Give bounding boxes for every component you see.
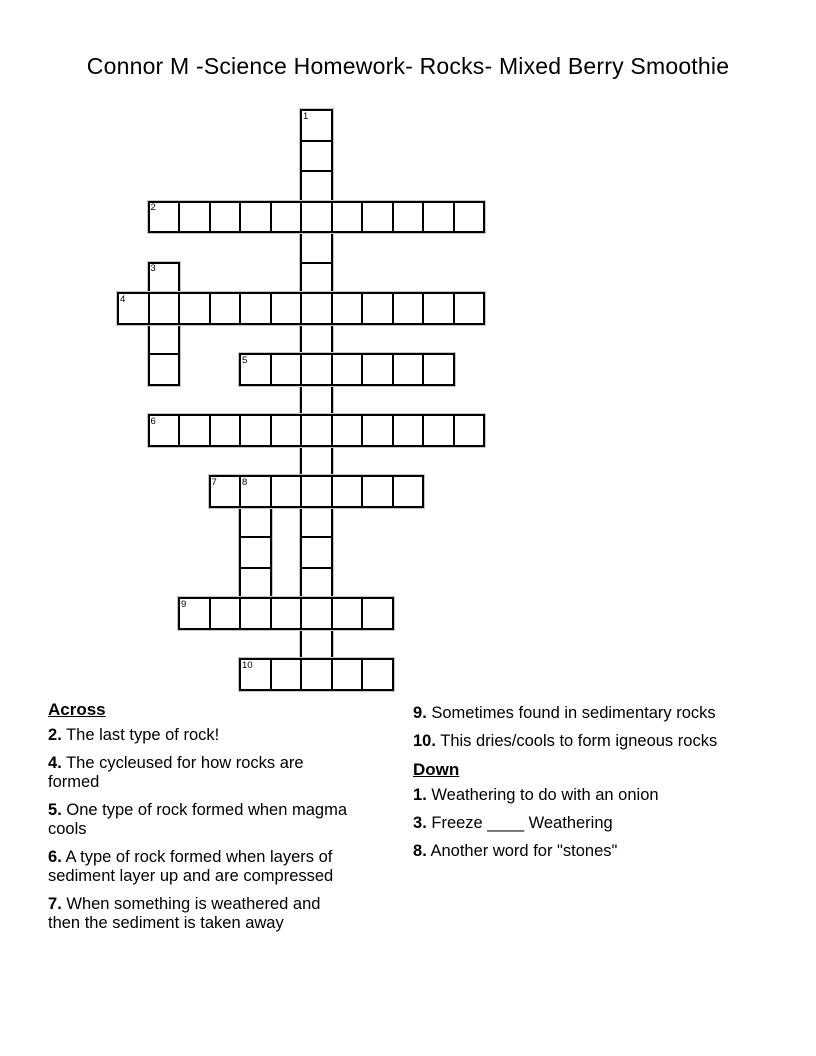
grid-cell bbox=[300, 475, 333, 508]
grid-cell bbox=[300, 445, 333, 478]
grid-number-label: 9 bbox=[181, 598, 187, 610]
grid-cell bbox=[239, 414, 272, 447]
grid-cell bbox=[361, 292, 394, 325]
grid-cell bbox=[361, 353, 394, 386]
grid-cell bbox=[239, 597, 272, 630]
grid-cell bbox=[300, 658, 333, 691]
clue-number: 4 . bbox=[48, 754, 62, 772]
worksheet-title: Connor M -Science Homework- Rocks- Mixed Berry Smoothie bbox=[86, 53, 730, 79]
clues-column-right bbox=[413, 704, 761, 870]
grid-cell bbox=[361, 475, 394, 508]
grid-number-label: 7 bbox=[211, 476, 217, 488]
clue-3 bbox=[413, 814, 761, 833]
grid-cell bbox=[270, 414, 303, 447]
clue-text: Sometimes found in sedimentary rocks bbox=[431, 704, 716, 722]
grid-cell bbox=[300, 506, 333, 539]
grid-cell bbox=[331, 597, 364, 630]
grid-cell bbox=[270, 292, 303, 325]
grid-cell bbox=[392, 292, 425, 325]
grid-cell bbox=[422, 201, 455, 234]
grid-cell bbox=[209, 414, 242, 447]
grid-cell bbox=[361, 201, 394, 234]
word-9-across bbox=[178, 597, 394, 630]
grid-cell bbox=[392, 353, 425, 386]
grid-cell bbox=[300, 384, 333, 417]
grid-cell bbox=[270, 658, 303, 691]
word-7-across bbox=[209, 475, 425, 508]
word-10-across bbox=[239, 658, 394, 691]
grid-cell bbox=[422, 353, 455, 386]
clue-text: When something is weathered and then the sediment is taken away bbox=[48, 895, 321, 932]
grid-number-label: 3 bbox=[150, 263, 156, 274]
grid-cell bbox=[300, 262, 333, 295]
grid-cell bbox=[300, 414, 333, 447]
grid-cell bbox=[361, 597, 394, 630]
grid-cell bbox=[209, 597, 242, 630]
grid-cell bbox=[392, 475, 425, 508]
down-heading: Down bbox=[413, 760, 460, 779]
grid-cell bbox=[239, 506, 272, 539]
clue-number: 10 . bbox=[413, 732, 436, 750]
grid-cell bbox=[270, 475, 303, 508]
grid-cell bbox=[148, 323, 181, 356]
clue-1 bbox=[413, 786, 761, 805]
clue-text: Weathering to do with an onion bbox=[431, 786, 659, 804]
clue-number: 5 . bbox=[48, 801, 62, 819]
grid-cell bbox=[453, 201, 486, 234]
clue-text: The last type of rock! bbox=[66, 726, 220, 744]
grid-cell bbox=[392, 414, 425, 447]
across-heading: Across bbox=[48, 700, 106, 719]
grid-cell bbox=[331, 353, 364, 386]
clue-6 bbox=[48, 848, 356, 886]
across-clues-list bbox=[48, 726, 356, 933]
clue-text: The cycleused for how rocks are formed bbox=[48, 754, 304, 791]
clue-number: 2 . bbox=[48, 726, 62, 744]
grid-cell bbox=[178, 292, 211, 325]
grid-cell bbox=[361, 658, 394, 691]
grid-cell bbox=[300, 140, 333, 173]
grid-cell bbox=[331, 414, 364, 447]
grid-number-label: 8 bbox=[242, 476, 248, 488]
grid-number-label: 10 bbox=[242, 659, 253, 671]
grid-cell bbox=[209, 201, 242, 234]
clue-text: A type of rock formed when layers of sediment layer up and are compressed bbox=[48, 848, 334, 885]
grid-cell bbox=[239, 292, 272, 325]
clue-4 bbox=[48, 754, 356, 792]
grid-number-label: 4 bbox=[120, 293, 126, 305]
word-4-across bbox=[117, 292, 485, 325]
grid-cell bbox=[331, 475, 364, 508]
clue-number: 8 . bbox=[413, 842, 427, 860]
clue-7 bbox=[48, 895, 356, 933]
clue-5 bbox=[48, 801, 356, 839]
grid-cell bbox=[300, 597, 333, 630]
down-clues-list bbox=[413, 786, 761, 861]
grid-cell bbox=[453, 414, 486, 447]
grid-cell bbox=[300, 567, 333, 600]
clue-number: 6 . bbox=[48, 848, 62, 866]
grid-cell bbox=[148, 353, 181, 386]
grid-cell bbox=[422, 292, 455, 325]
grid-cell bbox=[300, 536, 333, 569]
grid-cell bbox=[300, 170, 333, 203]
grid-cell bbox=[300, 292, 333, 325]
grid-cell bbox=[270, 597, 303, 630]
grid-cell bbox=[392, 201, 425, 234]
grid-cell bbox=[209, 292, 242, 325]
grid-cell bbox=[422, 414, 455, 447]
grid-number-label: 6 bbox=[150, 415, 156, 427]
word-6-across bbox=[148, 414, 486, 447]
grid-number-label: 2 bbox=[150, 202, 156, 213]
grid-cell bbox=[300, 201, 333, 234]
grid-cell bbox=[361, 414, 394, 447]
word-5-across bbox=[239, 353, 455, 386]
grid-number-label: 5 bbox=[242, 354, 248, 366]
clue-text: Another word for "stones" bbox=[430, 842, 618, 860]
grid-cell bbox=[239, 201, 272, 234]
grid-cell bbox=[300, 323, 333, 356]
grid-cell bbox=[178, 201, 211, 234]
clues-column-left bbox=[48, 700, 356, 942]
grid-number-label: 1 bbox=[303, 110, 309, 122]
clue-number: 3 . bbox=[413, 814, 427, 832]
clue-9 bbox=[413, 704, 761, 723]
grid-cell bbox=[270, 353, 303, 386]
clue-text: Freeze ____ Weathering bbox=[431, 814, 613, 832]
grid-cell bbox=[453, 292, 486, 325]
grid-cell bbox=[239, 536, 272, 569]
crossword-grid bbox=[118, 110, 486, 692]
grid-cell bbox=[331, 292, 364, 325]
clue-text: One type of rock formed when magma cools bbox=[48, 801, 348, 838]
grid-cell bbox=[148, 292, 181, 325]
grid-cell bbox=[331, 201, 364, 234]
grid-cell bbox=[178, 414, 211, 447]
clue-number: 7 . bbox=[48, 895, 62, 913]
grid-cell bbox=[300, 231, 333, 264]
clue-10 bbox=[413, 732, 761, 751]
word-2-across bbox=[148, 201, 486, 234]
clue-text: This dries/cools to form igneous rocks bbox=[440, 732, 718, 750]
grid-cell bbox=[331, 658, 364, 691]
across-clues-overflow-list bbox=[413, 704, 761, 751]
grid-cell bbox=[270, 201, 303, 234]
clue-number: 1 . bbox=[413, 786, 427, 804]
clue-number: 9 . bbox=[413, 704, 427, 722]
grid-cell bbox=[239, 567, 272, 600]
grid-cell bbox=[300, 353, 333, 386]
clue-8 bbox=[413, 842, 761, 861]
clue-2 bbox=[48, 726, 356, 745]
grid-cell bbox=[300, 628, 333, 661]
